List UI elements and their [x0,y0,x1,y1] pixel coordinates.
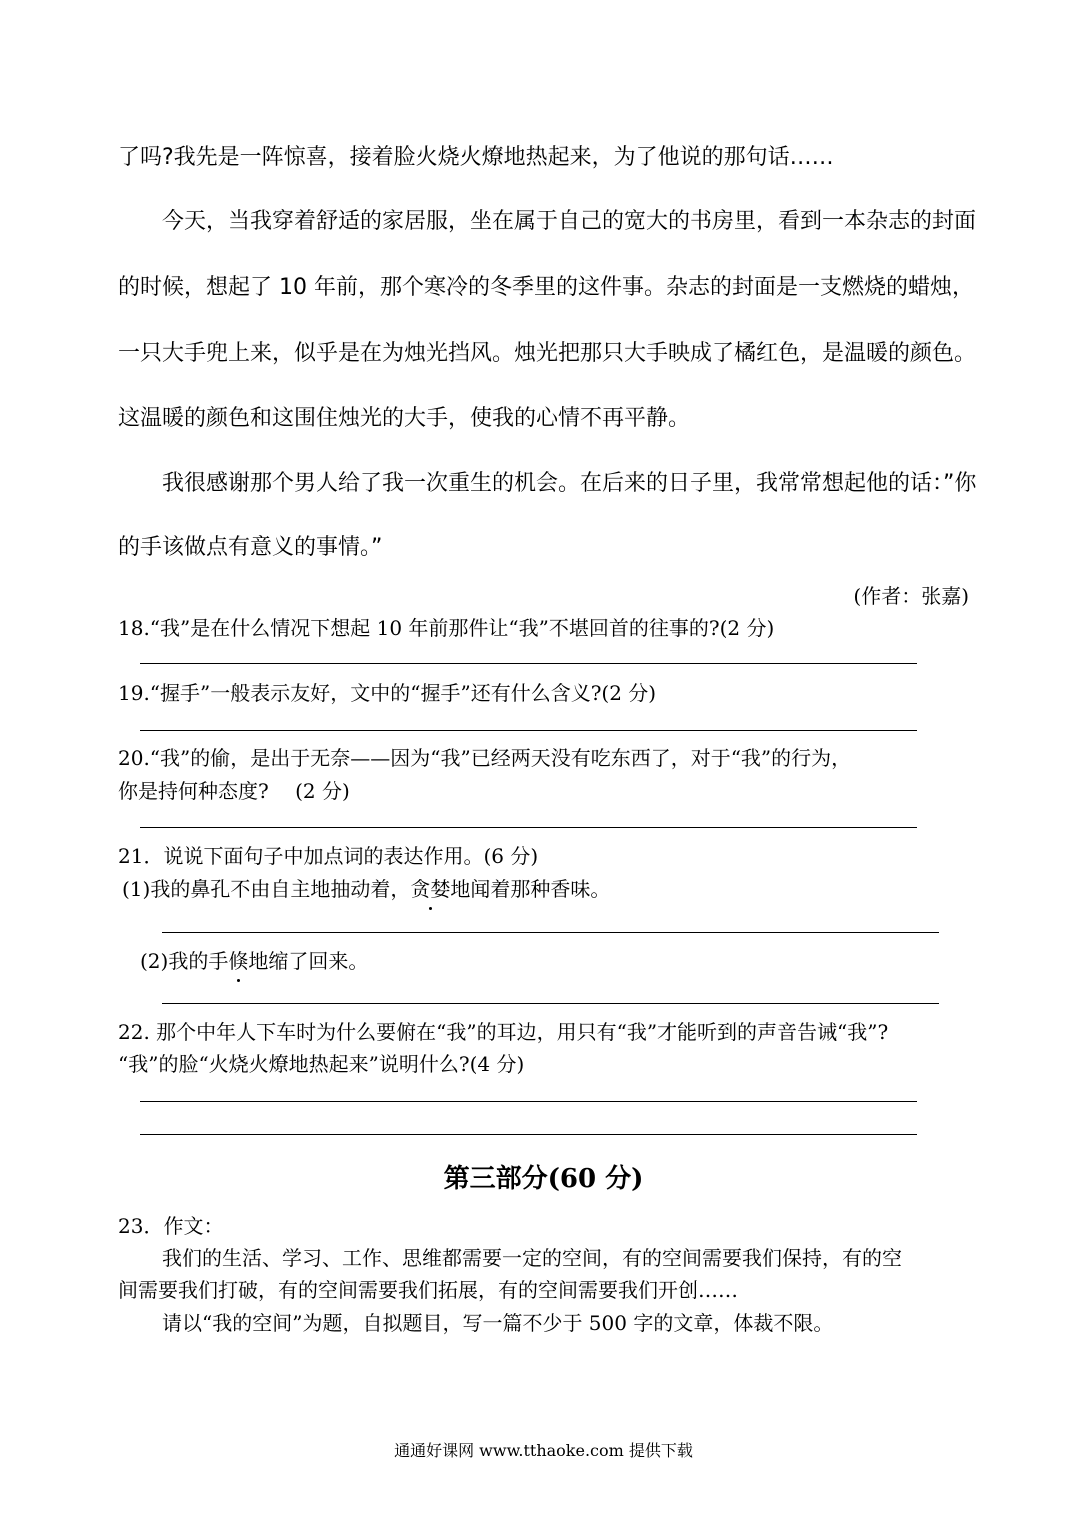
sentence-text: (2)我的手 [140,949,229,973]
answer-line [140,827,917,828]
question-20-line-1: 20.“我”的偷，是出于无奈——因为“我”已经两天没有吃东西了，对于“我”的行为， [118,746,852,770]
answer-line [162,1003,939,1004]
essay-prompt-line: 间需要我们打破，有的空间需要我们拓展，有的空间需要我们开创…… [118,1278,738,1302]
answer-line [140,1134,917,1135]
essay-prompt-line: 请以“我的空间”为题，自拟题目，写一篇不少于 500 字的文章，体裁不限。 [162,1311,834,1335]
dotted-word: 倏 [228,945,248,974]
answer-line [162,932,939,933]
author-credit: (作者：张嘉) [853,584,969,608]
answer-line [140,730,917,731]
passage-line: 今天，当我穿着舒适的家居服，坐在属于自己的宽大的书房里，看到一本杂志的封面 [162,209,977,234]
answer-line [140,1101,917,1102]
question-21-sentence-2 [140,945,368,974]
section-heading: 第三部分(60 分) [443,1164,644,1194]
dotted-word: 贪婪 [410,873,450,902]
answer-line [140,663,917,664]
question-23: 23．作文： [118,1214,224,1238]
question-21-sentence-1 [122,873,610,902]
question-20-line-2: 你是持何种态度? (2 分) [118,779,350,803]
sentence-text: 地缩了回来。 [248,949,369,973]
sentence-text: 地闻着那种香味。 [450,877,611,901]
passage-line: 我很感谢那个男人给了我一次重生的机会。在后来的日子里，我常常想起他的话：”你 [162,471,977,496]
page-footer: 通通好课网 www.tthaoke.com 提供下载 [394,1441,693,1460]
passage-line: 的手该做点有意义的事情。” [118,535,383,560]
passage-line: 的时候，想起了 10 年前，那个寒冷的冬季里的这件事。杂志的封面是一支燃烧的蜡烛， [118,275,974,300]
question-19: 19.“握手”一般表示友好，文中的“握手”还有什么含义?(2 分) [118,681,657,705]
passage-line: 一只大手兜上来，似乎是在为烛光挡风。烛光把那只大手映成了橘红色，是温暖的颜色。 [118,341,977,366]
passage-line: 这温暖的颜色和这围住烛光的大手，使我的心情不再平静。 [118,406,691,431]
question-22-line-1: 22. 那个中年人下车时为什么要俯在“我”的耳边，用只有“我”才能听到的声音告诫“我”? [118,1020,889,1044]
passage-line: 了吗?我先是一阵惊喜，接着脸火烧火燎地热起来，为了他说的那句话…… [118,145,834,170]
question-22-line-2: “我”的脸“火烧火燎地热起来”说明什么?(4 分) [118,1052,525,1076]
question-18: 18.“我”是在什么情况下想起 10 年前那件让“我”不堪回首的往事的?(2 分) [118,616,775,640]
essay-prompt-line: 我们的生活、学习、工作、思维都需要一定的空间，有的空间需要我们保持，有的空 [162,1246,902,1270]
sentence-text: (1)我的鼻孔不由自主地抽动着， [122,877,411,901]
question-21: 21．说说下面句子中加点词的表达作用。(6 分) [118,844,539,868]
